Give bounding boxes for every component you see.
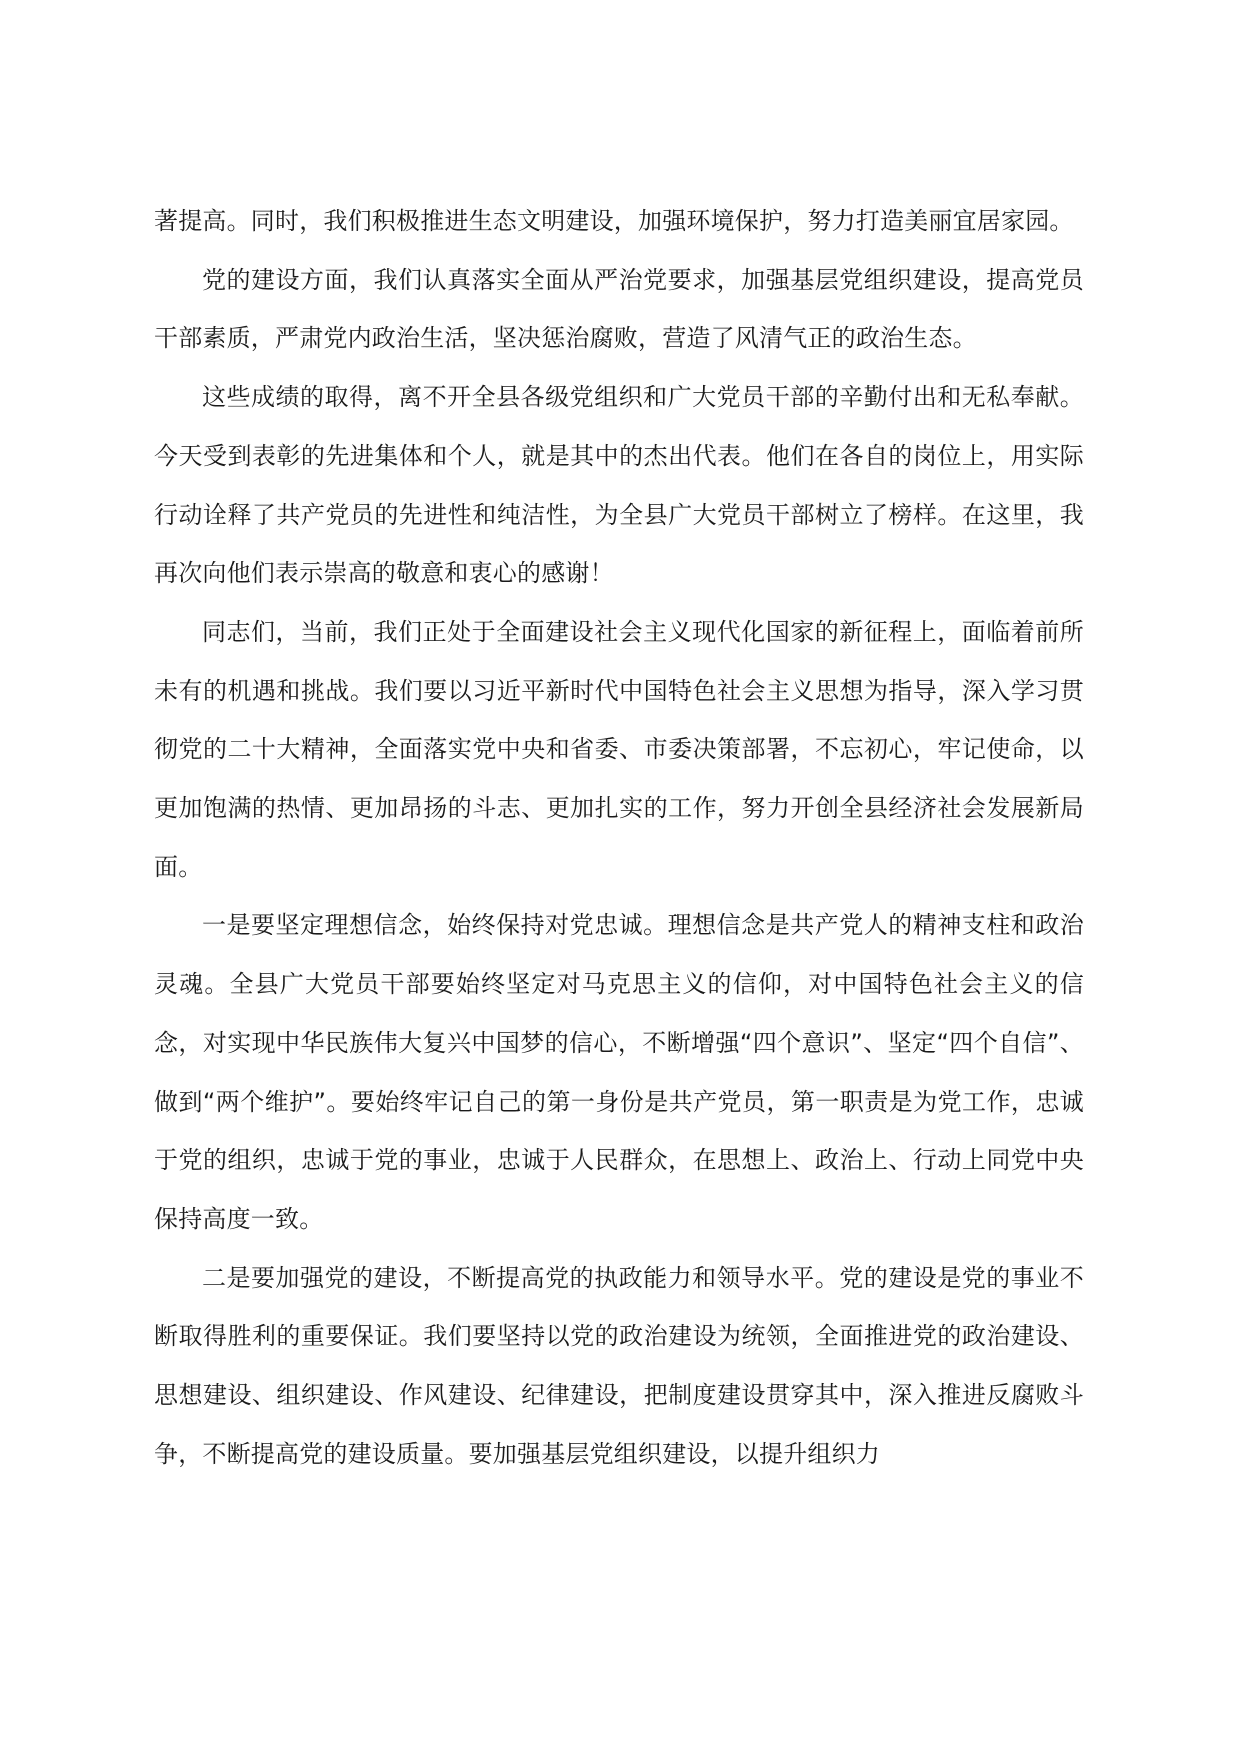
paragraph-party-building: 党的建设方面，我们认真落实全面从严治党要求，加强基层党组织建设，提高党员干部素质，严肃党内政治生活，坚决惩治腐败，营造了风清气正的政治生态。 xyxy=(154,265,1084,353)
paragraph-continued: 著提高。同时，我们积极推进生态文明建设，加强环境保护，努力打造美丽宜居家园。 xyxy=(154,207,1074,235)
document-body xyxy=(154,192,1084,1483)
paragraph-point-two: 二是要加强党的建设，不断提高党的执政能力和领导水平。党的建设是党的事业不断取得胜利的重要保证。我们要坚持以党的政治建设为统领，全面推进党的政治建设、思想建设、组织建设、作风建设、纪律建设，把制度建设贯穿其中，深入推进反腐败斗争，不断提高党的建设质量。要加强基层党组织建设，以提升组织力 xyxy=(154,1263,1084,1468)
paragraph-comrades: 同志们，当前，我们正处于全面建设社会主义现代化国家的新征程上，面临着前所未有的机遇和挑战。我们要以习近平新时代中国特色社会主义思想为指导，深入学习贯彻党的二十大精神，全面落实党中央和省委、市委决策部署，不忘初心，牢记使命，以更加饱满的热情、更加昂扬的斗志、更加扎实的工作，努力开创全县经济社会发展新局面。 xyxy=(154,617,1084,881)
paragraph-achievements: 这些成绩的取得，离不开全县各级党组织和广大党员干部的辛勤付出和无私奉献。今天受到表彰的先进集体和个人，就是其中的杰出代表。他们在各自的岗位上，用实际行动诠释了共产党员的先进性和纯洁性，为全县广大党员干部树立了榜样。在这里，我再次向他们表示崇高的敬意和衷心的感谢！ xyxy=(154,383,1084,588)
paragraph-point-one: 一是要坚定理想信念，始终保持对党忠诚。理想信念是共产党人的精神支柱和政治灵魂。全县广大党员干部要始终坚定对马克思主义的信仰，对中国特色社会主义的信念，对实现中华民族伟大复兴中国梦的信心，不断增强“四个意识”、坚定“四个自信”、做到“两个维护”。要始终牢记自己的第一身份是共产党员，第一职责是为党工作，忠诚于党的组织，忠诚于党的事业，忠诚于人民群众，在思想上、政治上、行动上同党中央保持高度一致。 xyxy=(154,911,1084,1233)
